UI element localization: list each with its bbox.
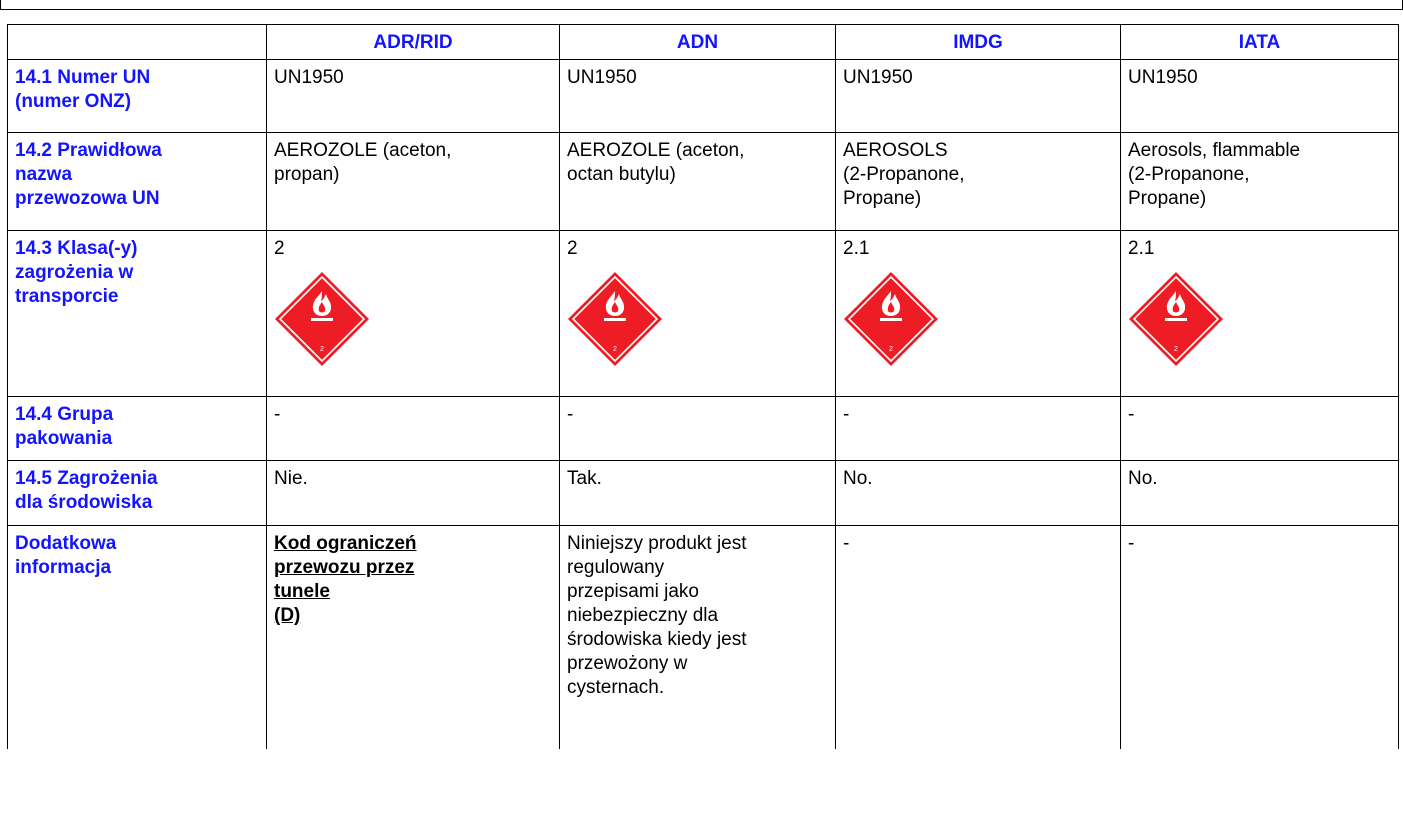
cell-class-adn [560, 231, 836, 397]
row-shipping-name [8, 133, 1399, 231]
flame-base [604, 318, 626, 321]
cell-name-adn: AEROZOLE (aceton, octan butylu) [560, 133, 836, 231]
class-value: 2.1 [1128, 238, 1155, 259]
class-value: 2 [567, 238, 578, 259]
class-value: 2.1 [843, 238, 870, 259]
cell-name-iata: Aerosols, flammable (2-Propanone, Propane) [1121, 133, 1399, 231]
cell-add-adr [267, 526, 560, 749]
header-imdg: IMDG [836, 25, 1121, 60]
cell-name-imdg: AEROSOLS (2-Propanone, Propane) [836, 133, 1121, 231]
row-label-un-number: 14.1 Numer UN (numer ONZ) [8, 60, 267, 133]
cell-pg-imdg: - [836, 397, 1121, 461]
flame-base [1165, 318, 1187, 321]
class-value: 2 [274, 238, 285, 259]
flammable-gas-placard-icon [1128, 271, 1224, 367]
cell-un-imdg: UN1950 [836, 60, 1121, 133]
cell-name-adr: AEROZOLE (aceton, propan) [267, 133, 560, 231]
cell-add-iata: - [1121, 526, 1399, 749]
header-empty-cell [8, 25, 267, 60]
row-label-shipping-name: 14.2 Prawidłowa nazwa przewozowa UN [8, 133, 267, 231]
row-environment [8, 461, 1399, 526]
cell-add-adn: Niniejszy produkt jest regulowany przepisami jako niebezpieczny dla środowiska kiedy jest przewożony w cysternach. [560, 526, 836, 749]
cell-env-adn: Tak. [560, 461, 836, 526]
cell-add-imdg: - [836, 526, 1121, 749]
cell-un-adr: UN1950 [267, 60, 560, 133]
cell-pg-adn: - [560, 397, 836, 461]
cell-un-adn: UN1950 [560, 60, 836, 133]
cell-class-adr [267, 231, 560, 397]
header-adr-rid: ADR/RID [267, 25, 560, 60]
row-label-packing-group: 14.4 Grupa pakowania [8, 397, 267, 461]
row-un-number [8, 60, 1399, 133]
row-label-environment: 14.5 Zagrożenia dla środowiska [8, 461, 267, 526]
row-additional-info [8, 526, 1399, 749]
row-packing-group [8, 397, 1399, 461]
cell-class-iata [1121, 231, 1399, 397]
header-iata: IATA [1121, 25, 1399, 60]
cell-un-iata: UN1950 [1121, 60, 1399, 133]
placard-class-number: 2 [889, 346, 893, 353]
cell-env-imdg: No. [836, 461, 1121, 526]
header-adn: ADN [560, 25, 836, 60]
cell-class-imdg [836, 231, 1121, 397]
placard-class-number: 2 [613, 346, 617, 353]
cell-env-iata: No. [1121, 461, 1399, 526]
flammable-gas-placard-icon [843, 271, 939, 367]
placard-class-number: 2 [320, 346, 324, 353]
flammable-gas-placard-icon [274, 271, 370, 367]
flame-base [880, 318, 902, 321]
transport-info-table [7, 24, 1399, 749]
cell-pg-iata: - [1121, 397, 1399, 461]
cell-env-adr: Nie. [267, 461, 560, 526]
page-top-border [0, 0, 1403, 10]
placard-class-number: 2 [1174, 346, 1178, 353]
header-row [8, 25, 1399, 60]
flame-base [311, 318, 333, 321]
row-hazard-class [8, 231, 1399, 397]
flammable-gas-placard-icon [567, 271, 663, 367]
cell-pg-adr: - [267, 397, 560, 461]
tunnel-code-text: Kod ograniczeń przewozu przez tunele (D) [274, 533, 417, 626]
row-label-hazard-class: 14.3 Klasa(-y) zagrożenia w transporcie [8, 231, 267, 397]
row-label-additional-info: Dodatkowa informacja [8, 526, 267, 749]
